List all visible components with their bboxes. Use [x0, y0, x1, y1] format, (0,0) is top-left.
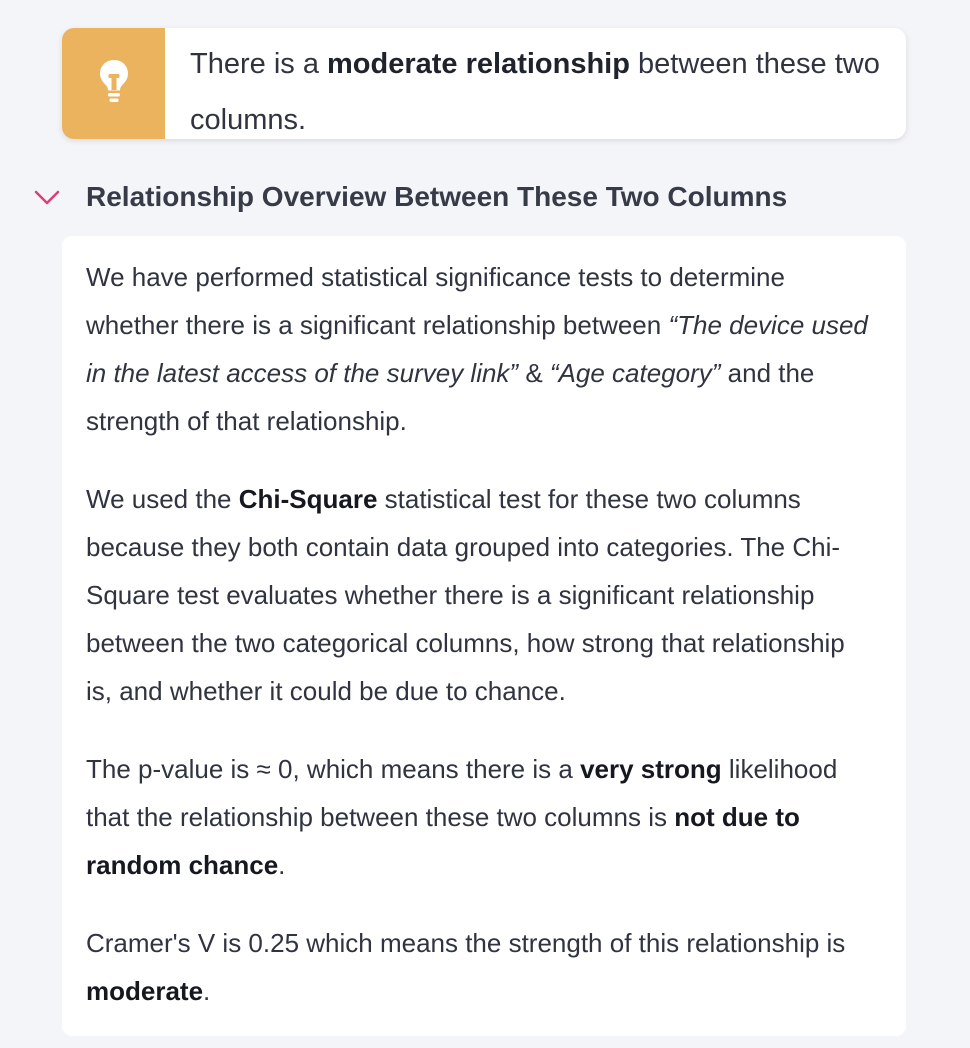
insight-text-prefix: There is a [190, 48, 327, 80]
chevron-down-icon[interactable] [32, 187, 62, 207]
test-name: Chi-Square [238, 484, 378, 514]
p1-text-1: We have performed statistical significance tests to determine whether there is a significant relationship between [86, 262, 785, 340]
p2-text-1: We used the [86, 484, 239, 514]
lightbulb-icon [97, 58, 131, 109]
insight-strength: moderate relationship [327, 48, 630, 80]
p3-text-2: likelihood that the relationship between these two columns is [86, 754, 838, 832]
conclusion-text: not due to random chance [86, 802, 800, 880]
p1-text-3: and the strength of that relationship. [86, 358, 815, 436]
column-name-device: “The device used in the latest access of the survey link” [86, 310, 868, 388]
p4-text-2: . [203, 976, 211, 1006]
insight-text-suffix: between these two columns. [190, 48, 880, 136]
paragraph-test-method [86, 475, 876, 715]
p4-text-1: Cramer's V is 0.25 which means the strength of this relationship is [86, 928, 846, 958]
paragraph-p-value [86, 745, 876, 889]
overview-content [86, 253, 876, 1045]
relationship-strength: moderate [86, 976, 204, 1006]
p3-text-1: The p-value is ≈ 0, which means there is a [86, 754, 581, 784]
p1-text-2: & [518, 358, 550, 388]
insight-icon-box [62, 28, 165, 139]
paragraph-test-purpose [86, 253, 876, 445]
overview-content-card [62, 236, 906, 1036]
insight-text [190, 36, 880, 139]
section-title: Relationship Overview Between These Two Columns [86, 181, 788, 212]
section-header-toggle[interactable] [32, 172, 787, 222]
p3-text-3: . [278, 850, 286, 880]
p2-text-2: statistical test for these two columns because they both contain data grouped into categories. The Chi-Square test evaluates whether there is a significant relationship between the two categorical columns, how strong that relationship is, and whether it could be due to chance. [86, 484, 845, 706]
insight-card [62, 28, 906, 139]
column-name-age: “Age category” [549, 358, 721, 388]
likelihood-strength: very strong [580, 754, 722, 784]
paragraph-cramers-v [86, 919, 876, 1015]
